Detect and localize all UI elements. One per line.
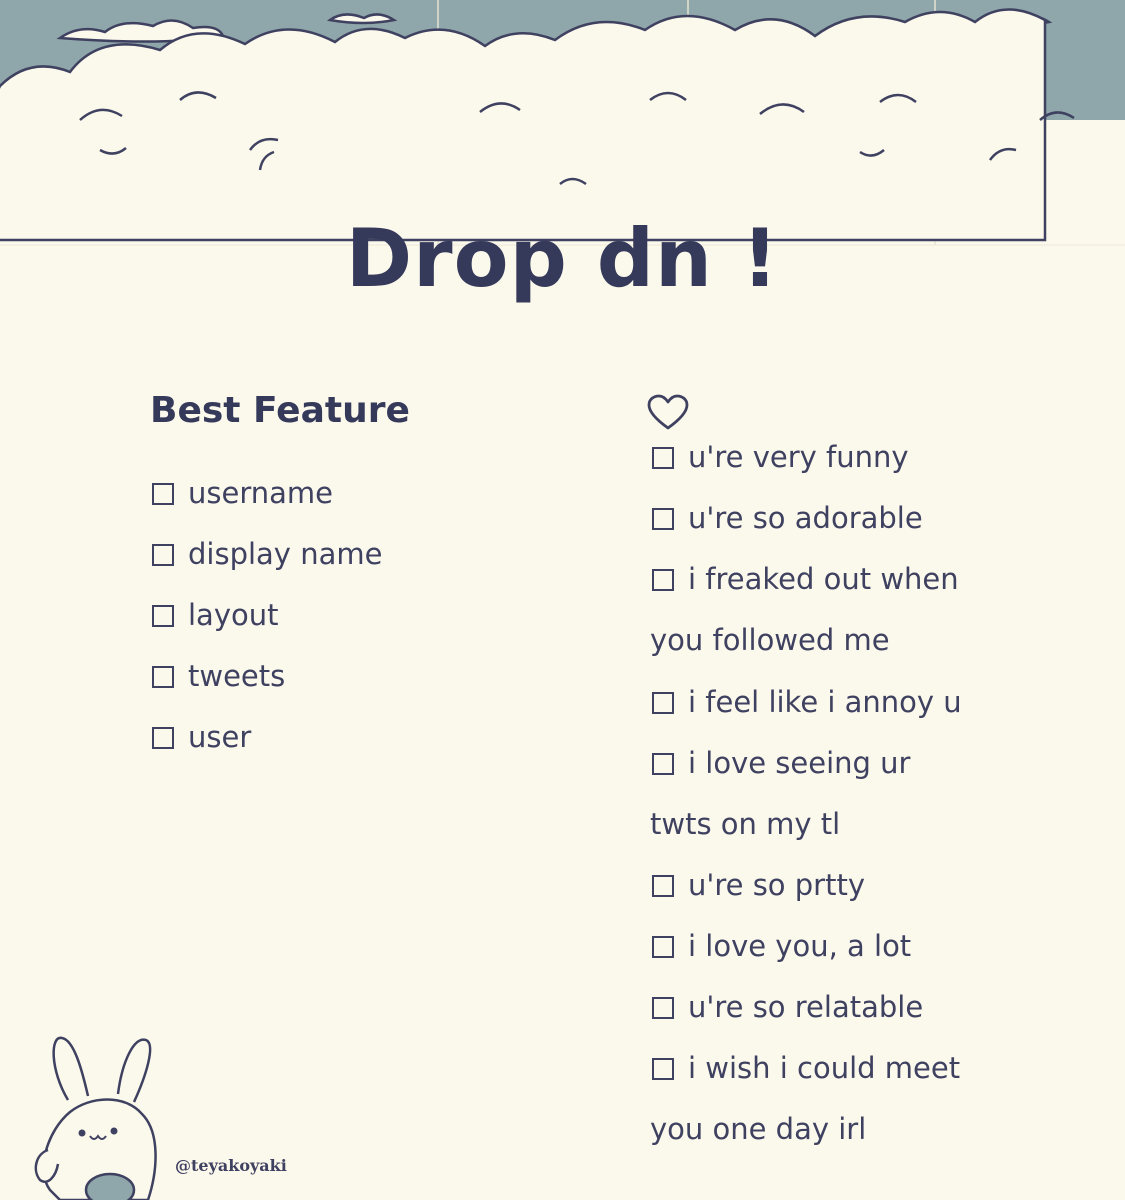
heart-outline-icon: [646, 394, 690, 432]
checkbox[interactable]: [652, 753, 674, 775]
option-label: u're so adorable: [688, 501, 923, 535]
option-label: i freaked out when: [688, 562, 959, 596]
option-display-name[interactable]: [152, 537, 382, 571]
option-tweets[interactable]: [152, 659, 285, 693]
option-meet-irl[interactable]: [652, 1051, 960, 1085]
option-label: i feel like i annoy u: [688, 685, 962, 719]
option-continuation: you one day irl: [650, 1112, 867, 1146]
checkbox[interactable]: [652, 447, 674, 469]
checkbox[interactable]: [652, 875, 674, 897]
option-label: display name: [188, 537, 383, 571]
checkbox[interactable]: [652, 569, 674, 591]
checkbox[interactable]: [152, 544, 174, 566]
option-love-you[interactable]: [652, 929, 911, 963]
option-so-relatable[interactable]: [652, 990, 923, 1024]
option-layout[interactable]: [152, 598, 278, 632]
checkbox[interactable]: [152, 727, 174, 749]
option-continuation: twts on my tl: [650, 807, 841, 841]
checkbox[interactable]: [152, 666, 174, 688]
option-label: username: [188, 476, 333, 510]
option-freaked-out[interactable]: [652, 562, 959, 596]
bunny-illustration: [30, 1030, 190, 1200]
option-annoy-u[interactable]: [652, 685, 962, 719]
option-label: user: [188, 720, 252, 754]
checkbox[interactable]: [152, 605, 174, 627]
option-label: u're very funny: [688, 440, 909, 474]
option-user[interactable]: [152, 720, 251, 754]
checkbox[interactable]: [652, 1058, 674, 1080]
best-feature-heading: Best Feature: [150, 390, 410, 431]
option-label: tweets: [188, 659, 286, 693]
option-continuation: you followed me: [650, 623, 890, 657]
option-very-funny[interactable]: [652, 440, 909, 474]
checkbox[interactable]: [652, 997, 674, 1019]
checkbox[interactable]: [652, 508, 674, 530]
page-title: Drop dn !: [345, 212, 780, 305]
option-label: i love you, a lot: [688, 929, 912, 963]
checkbox[interactable]: [152, 483, 174, 505]
option-label: u're so relatable: [688, 990, 924, 1024]
option-label: u're so prtty: [688, 868, 866, 902]
option-label: layout: [188, 598, 279, 632]
checkbox[interactable]: [652, 692, 674, 714]
checkbox[interactable]: [652, 936, 674, 958]
option-so-adorable[interactable]: [652, 501, 923, 535]
option-seeing-twts[interactable]: [652, 746, 910, 780]
option-so-prtty[interactable]: [652, 868, 865, 902]
credit-handle: @teyakoyaki: [175, 1156, 287, 1175]
option-username[interactable]: [152, 476, 333, 510]
option-label: i love seeing ur: [688, 746, 911, 780]
option-label: i wish i could meet: [688, 1051, 961, 1085]
